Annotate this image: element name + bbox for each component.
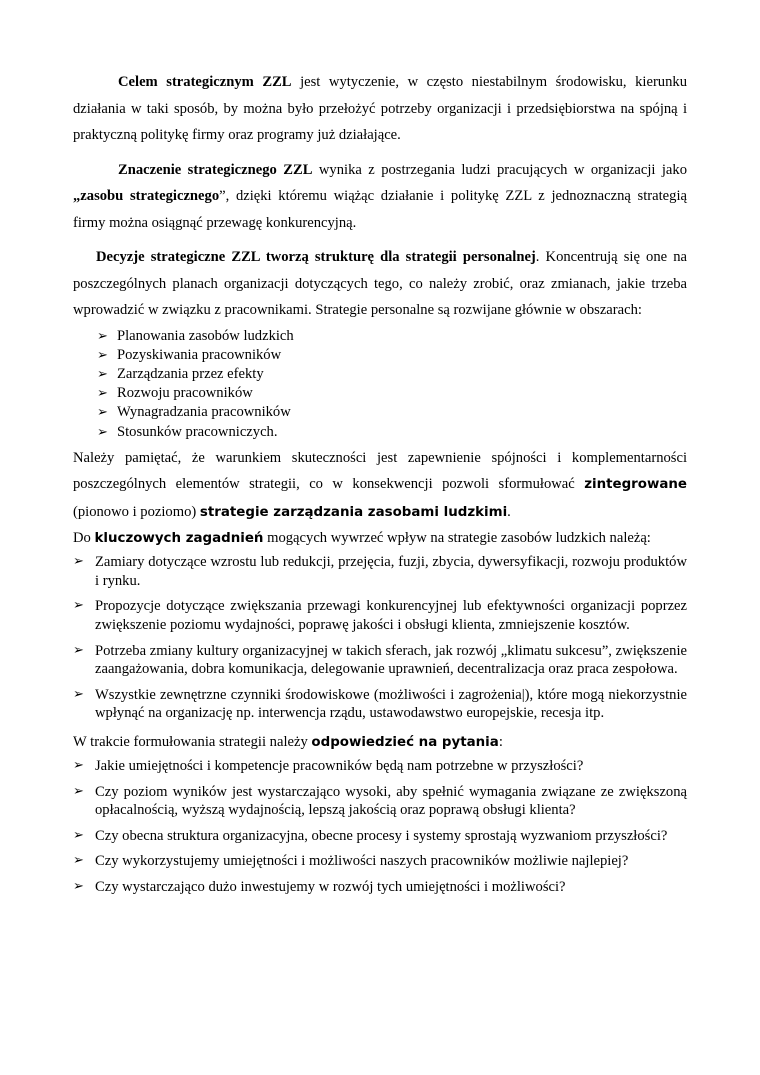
paragraph-strategic-goal-text: jest wytyczenie, w często niestabilnym środowisku, kierunku działania w taki sposób, by można było przełożyć potrzeby organizacji i przedsiębiorstwa na spójną i praktyczną politykę firmy oraz programy już działające. (73, 74, 687, 143)
arrow-bullet-icon: ➢ (97, 386, 108, 402)
arrow-bullet-icon: ➢ (73, 853, 84, 869)
arrow-bullet-icon: ➢ (73, 757, 84, 773)
paragraph-key-issues-bold: kluczowych zagadnień (94, 531, 264, 547)
list-item-text: Stosunków pracowniczych. (117, 423, 278, 440)
list-item (73, 597, 687, 634)
paragraph-strategic-importance-text: wynika z postrzegania ludzi pracujących w organizacji jako (312, 161, 687, 178)
paragraph-integration-text-3: . (507, 503, 511, 520)
list-item-text: Czy obecna struktura organizacyjna, obecne procesy i systemy sprostają wyzwaniom przyszłości? (95, 827, 668, 844)
arrow-bullet-icon: ➢ (73, 554, 84, 570)
list-item-text: Czy poziom wyników jest wystarczająco wysoki, aby spełnić wymagania związane ze zwiększoną opłacalnością, wyższą wydajnością, lepszą jakością oraz poprawą obsługi klienta? (95, 783, 687, 819)
paragraph-strategic-resource-bold: „zasobu strategicznego (73, 188, 220, 204)
paragraph-strategic-importance-text-2: ”, dzięki któremu wiążąc działanie i politykę ZZL z jednoznaczną strategią firmy można osiągnąć przewagę konkurencyjną. (73, 188, 687, 231)
list-item (73, 783, 687, 820)
arrow-bullet-icon: ➢ (97, 328, 108, 344)
list-item (73, 553, 687, 590)
list-item (73, 852, 687, 871)
arrow-bullet-icon: ➢ (73, 642, 84, 658)
list-item-text: Czy wystarczająco dużo inwestujemy w rozwój tych umiejętności i możliwości? (95, 878, 566, 895)
list-item (73, 686, 687, 723)
list-item (73, 384, 687, 403)
paragraph-integration-text: Należy pamiętać, że warunkiem skuteczności jest zapewnienie spójności i komplementarności poszczególnych elementów strategii, co w konsekwencji pozwoli sformułować (73, 449, 687, 493)
list-item-text: Propozycje dotyczące zwiększania przewagi konkurencyjnej lub efektywności organizacji poprzez zwiększenie poziomu wydajności, poprawę jakości i obsługi klienta, zmniejszenie kosztów. (95, 598, 687, 633)
arrow-bullet-icon: ➢ (73, 827, 84, 843)
arrow-bullet-icon: ➢ (97, 424, 108, 440)
list-item (73, 878, 687, 897)
paragraph-strategic-decisions-text: . Koncentrują się one na poszczególnych planach organizacji dotyczących tego, co należy zrobić, oraz zmianach, jakie trzeba wprowadzić w związku z pracownikami. Strategie personalne są rozwijane głównie w obszarach: (73, 249, 687, 318)
list-item-text: Jakie umiejętności i kompetencje pracowników będą nam potrzebne w przyszłości? (95, 757, 584, 774)
paragraph-integration (73, 445, 687, 527)
list-item (73, 327, 687, 346)
list-item (73, 642, 687, 679)
list-item-text: Potrzeba zmiany kultury organizacyjnej w takich sferach, jak rozwój „klimatu sukcesu”, zwiększenie zaangażowania, dobra komunikacja, delegowanie uprawnień, decentralizacja oraz praca zespołowa. (95, 642, 687, 678)
paragraph-questions-text: W trakcie formułowania strategii należy (73, 733, 312, 750)
list-item-text: Rozwoju pracowników (117, 385, 253, 402)
arrow-bullet-icon: ➢ (73, 686, 84, 702)
list-item-text: Wynagradzania pracowników (117, 404, 291, 421)
paragraph-strategic-goal-bold: Celem strategicznym ZZL (118, 74, 292, 90)
paragraph-integration-text-2: (pionowo i poziomo) (73, 503, 200, 520)
arrow-bullet-icon: ➢ (73, 598, 84, 614)
list-item-text: Planowania zasobów ludzkich (117, 327, 294, 344)
paragraph-strategic-importance-bold: Znaczenie strategicznego ZZL (118, 161, 313, 178)
paragraph-key-issues-text-2: mogących wywrzeć wpływ na strategie zasobów ludzkich należą: (263, 530, 651, 547)
list-item (73, 827, 687, 846)
arrow-bullet-icon: ➢ (97, 405, 108, 421)
paragraph-integration-bold: zintegrowane (584, 477, 687, 493)
paragraph-strategic-decisions (73, 244, 687, 324)
list-item (73, 757, 687, 776)
paragraph-key-issues-text: Do (73, 530, 95, 547)
paragraph-questions-intro (73, 730, 687, 755)
list-item (73, 346, 687, 365)
arrow-bullet-icon: ➢ (73, 783, 84, 799)
arrow-bullet-icon: ➢ (97, 366, 108, 382)
paragraph-questions-bold: odpowiedzieć na pytania (311, 734, 499, 750)
paragraph-strategic-goal (73, 69, 687, 149)
list-item-text: Czy wykorzystujemy umiejętności i możliwości naszych pracowników możliwie najlepiej? (95, 853, 629, 870)
arrow-bullet-icon: ➢ (97, 347, 108, 363)
paragraph-strategic-importance (73, 157, 687, 237)
areas-list (73, 327, 687, 442)
paragraph-key-issues-intro (73, 526, 687, 551)
key-issues-list (73, 553, 687, 723)
list-item-text: Pozyskiwania pracowników (117, 346, 282, 363)
questions-list (73, 757, 687, 897)
paragraph-strategic-decisions-bold: Decyzje strategiczne ZZL tworzą strukturę dla strategii personalnej (96, 249, 536, 265)
list-item (73, 365, 687, 384)
paragraph-questions-text-2: : (498, 733, 503, 750)
list-item-text: Zamiary dotyczące wzrostu lub redukcji, przejęcia, fuzji, zbycia, dywersyfikacji, rozwoju produktów i rynku. (95, 554, 687, 589)
list-item (73, 403, 687, 422)
list-item (73, 423, 687, 442)
list-item-text: Zarządzania przez efekty (117, 365, 264, 382)
list-item-text: Wszystkie zewnętrzne czynniki środowiskowe (możliwości i zagrożenia|), które mogą niekorzystnie wpłynąć na organizację np. interwencja rządu, ustawodawstwo europejskie, recesja itp. (95, 686, 687, 722)
paragraph-integration-bold-2: strategie zarządzania zasobami ludzkimi (199, 504, 508, 520)
arrow-bullet-icon: ➢ (73, 878, 84, 894)
